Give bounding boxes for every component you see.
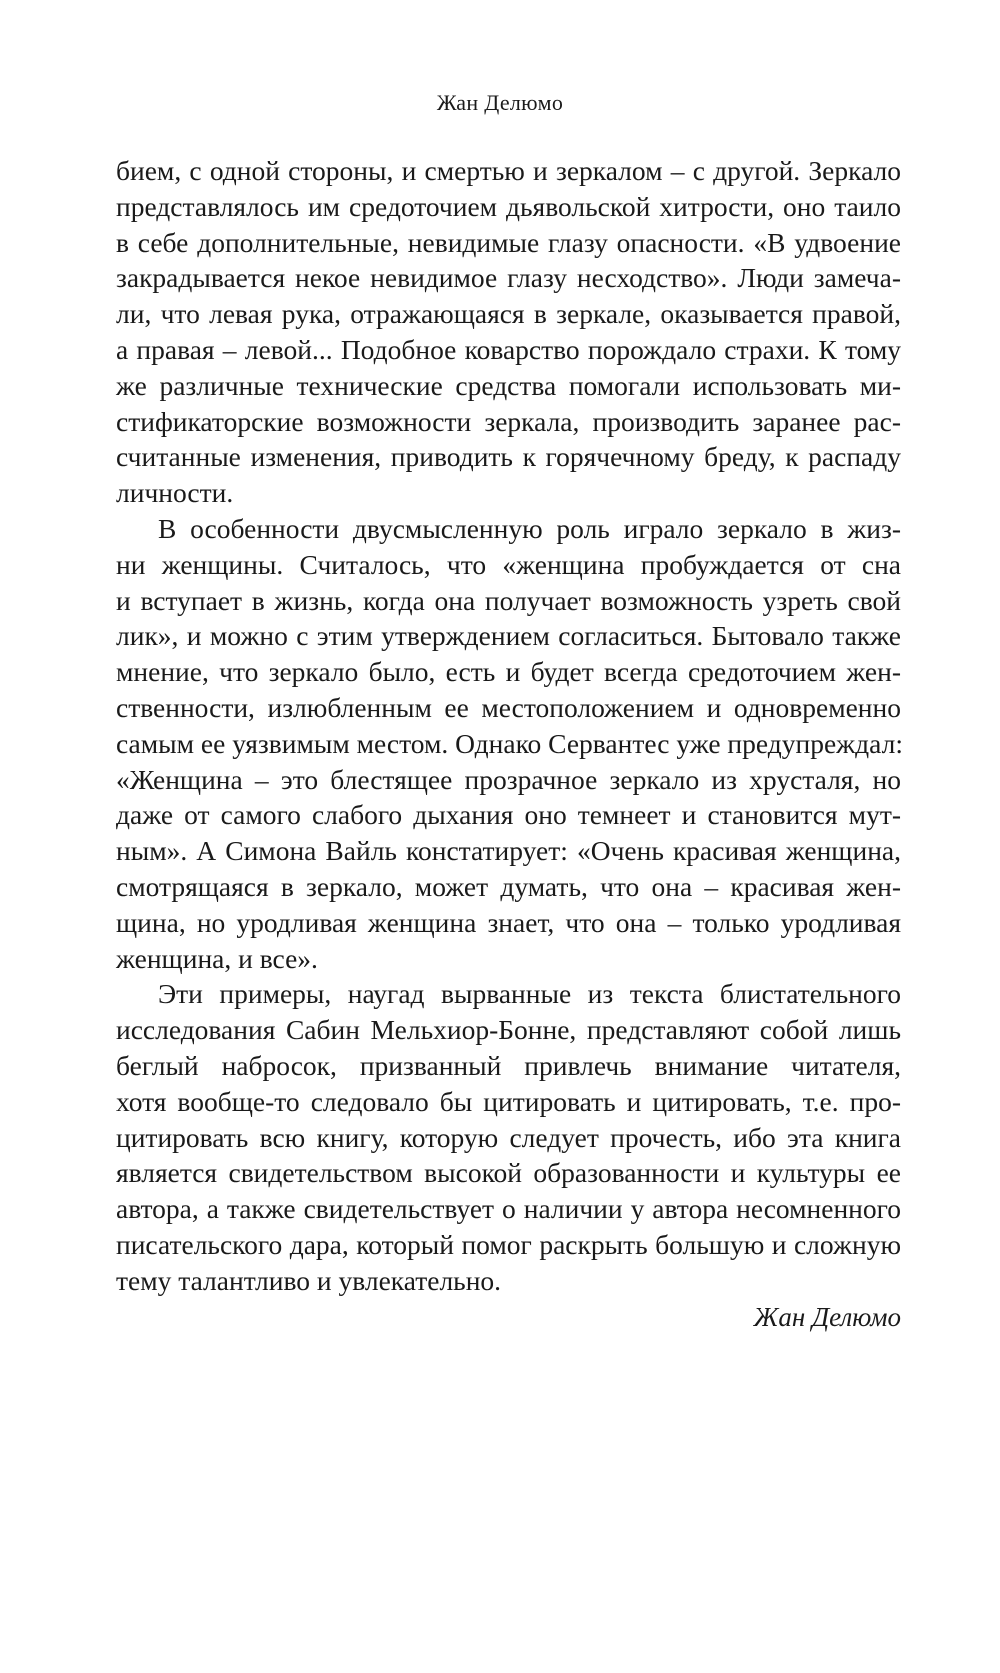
text-line: тему талантливо и увлекательно. [116, 1264, 502, 1296]
text-line: лик», и можно с этим утверждением согласиться. Бытовало также [116, 620, 901, 652]
text-line: же различные технические средства помогали использовать ми- [116, 369, 901, 401]
text-line: писательского дара, который помог раскрыть большую и сложную [116, 1228, 901, 1260]
text-line: стификаторские возможности зеркала, производить заранее рас- [116, 405, 901, 437]
text-line: закрадывается некое невидимое глазу несходство». Люди замеча- [116, 262, 901, 294]
text-line: смотрящаяся в зеркало, может думать, что она – красивая жен- [116, 870, 901, 902]
text-line: женщина, и все». [116, 942, 318, 974]
text-line: щина, но уродливая женщина знает, что она – только уродливая [116, 906, 901, 938]
text-line: хотя вообще-то следовало бы цитировать и цитировать, т.е. про- [116, 1085, 901, 1117]
text-line: ни женщины. Считалось, что «женщина пробуждается от сна [116, 548, 901, 580]
text-line: а правая – левой... Подобное коварство порождало страхи. К тому [116, 333, 901, 365]
text-line: даже от самого слабого дыхания оно темнеет и становится мут- [116, 799, 901, 831]
text-line: бием, с одной стороны, и смертью и зеркалом – с другой. Зеркало [116, 155, 901, 186]
text-line: автора, а также свидетельствует о наличии у автора несомненного [116, 1193, 901, 1225]
body-text [116, 153, 901, 1299]
text-line: личности. [116, 477, 234, 509]
text-line: в себе дополнительные, невидимые глазу опасности. «В удвоение [116, 226, 901, 258]
text-line: и вступает в жизнь, когда она получает возможность узреть свой [116, 584, 901, 616]
text-line: «Женщина – это блестящее прозрачное зеркало из хрусталя, но [116, 763, 901, 795]
text-line: является свидетельством высокой образованности и культуры ее [116, 1157, 901, 1189]
paragraph [116, 153, 901, 511]
text-line: считанные изменения, приводить к горячечному бреду, к распаду [116, 441, 901, 473]
text-line: цитировать всю книгу, которую следует прочесть, ибо эта книга [116, 1121, 901, 1153]
text-line: ли, что левая рука, отражающаяся в зеркале, оказывается правой, [116, 298, 901, 330]
text-line: ным». А Симона Вайль констатирует: «Очень красивая женщина, [116, 835, 901, 867]
paragraph [116, 511, 901, 976]
running-head: Жан Делюмо [436, 90, 564, 115]
text-line: Эти примеры, наугад вырванные из текста блистательного [158, 978, 901, 1010]
text-line: В особенности двусмысленную роль играло зеркало в жиз- [158, 512, 901, 544]
text-line: ственности, излюбленным ее местоположением и одновременно [116, 691, 901, 723]
text-line: исследования Сабин Мельхиор-Бонне, представляют собой лишь [116, 1014, 901, 1046]
text-line: мнение, что зеркало было, есть и будет всегда средоточием жен- [116, 656, 901, 688]
author-signature: Жан Делюмо [753, 1302, 901, 1332]
text-line: беглый набросок, призванный привлечь внимание читателя, [116, 1049, 901, 1081]
paragraph [116, 976, 901, 1298]
text-line: самым ее уязвимым местом. Однако Сервантес уже предупреждал: [116, 727, 903, 759]
text-line: представлялось им средоточием дьявольской хитрости, оно таило [116, 190, 901, 222]
